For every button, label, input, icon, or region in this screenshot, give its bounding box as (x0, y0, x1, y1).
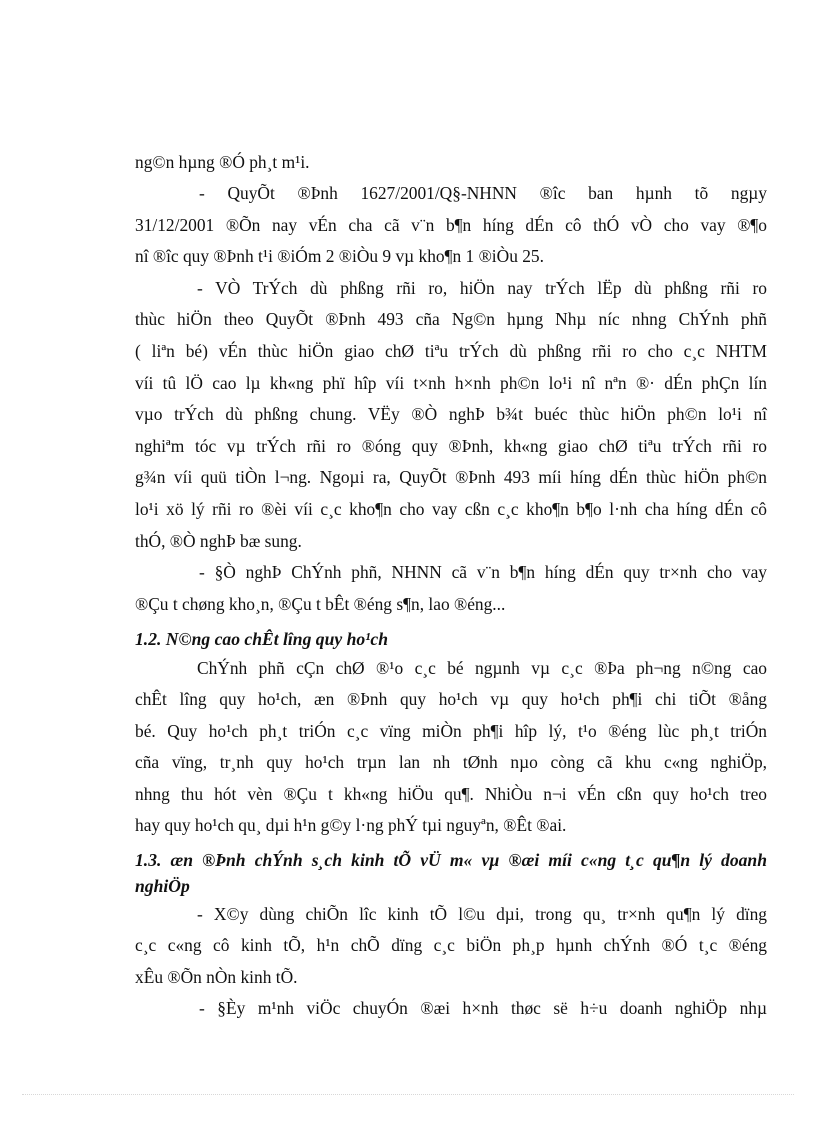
paragraph-line: - §Èy m¹nh viÖc chuyÓn ®æi h×nh thøc së h÷u doanh nghiÖp nhµ (199, 998, 767, 1019)
section-heading: nghiÖp (135, 875, 190, 896)
paragraph-line: ng©n hµng ®Ó ph¸t m¹i. (135, 152, 310, 173)
paragraph-line: xÊu ®Õn nÒn kinh tÕ. (135, 967, 298, 988)
section-heading: 1.2. N©ng cao chÊt lîng quy ho¹ch (135, 628, 389, 649)
paragraph-line: thùc hiÖn theo QuyÕt ®Þnh 493 cña Ng©n hµng Nhµ níc nhng ChÝnh phñ (135, 309, 767, 330)
paragraph-line: g¾n víi quü tiÒn l¬ng. Ngoµi ra, QuyÕt ®Þnh 493 míi híng dÉn thùc hiÖn ph©n (135, 467, 767, 488)
paragraph-line: - §Ò nghÞ ChÝnh phñ, NHNN cã v¨n b¶n híng dÉn quy tr×nh cho vay (199, 562, 767, 583)
paragraph-line: nhng thu hót vèn ®Çu t kh«ng hiÖu qu¶. NhiÒu n¬i vÉn cßn quy ho¹ch treo (135, 784, 767, 805)
paragraph-line: c¸c c«ng cô kinh tÕ, h¹n chÕ dïng c¸c biÖn ph¸p hµnh chÝnh ®Ó t¸c ®éng (135, 935, 767, 956)
paragraph-line: nghiªm tóc vµ trÝch rñi ro ®óng quy ®Þnh, kh«ng giao chØ tiªu trÝch rñi ro (135, 436, 767, 457)
paragraph-line: cña vïng, tr¸nh quy ho¹ch trµn lan nh tØnh nµo còng cã khu c«ng nghiÖp, (135, 752, 767, 773)
paragraph-line: nî ®îc quy ®Þnh t¹i ®iÓm 2 ®iÒu 9 vµ kho¶n 1 ®iÒu 25. (135, 246, 544, 267)
page-bottom-rule (22, 1094, 794, 1095)
paragraph-line: víi tû lÖ cao lµ kh«ng phï hîp víi t×nh h×nh ph©n lo¹i nî nªn ®· dÉn phÇn lín (135, 373, 767, 394)
paragraph-line: vµo trÝch dù phßng chung. VËy ®Ò nghÞ b¾t buéc thùc hiÖn ph©n lo¹i nî (135, 404, 767, 425)
paragraph-line: - VÒ TrÝch dù phßng rñi ro, hiÖn nay trÝch lËp dù phßng rñi ro (197, 278, 767, 299)
section-heading: 1.3. æn ®Þnh chÝnh s¸ch kinh tÕ vÜ m« vµ ®æi míi c«ng t¸c qu¶n lý doanh (135, 849, 767, 870)
paragraph-line: ChÝnh phñ cÇn chØ ®¹o c¸c bé ngµnh vµ c¸c ®Þa ph¬ng n©ng cao (197, 658, 767, 679)
paragraph-line: hay quy ho¹ch qu¸ dµi h¹n g©y l·ng phÝ tµi nguyªn, ®Êt ®ai. (135, 815, 567, 836)
paragraph-line: - X©y dùng chiÕn lîc kinh tÕ l©u dµi, trong qu¸ tr×nh qu¶n lý dïng (197, 904, 767, 925)
paragraph-line: ( liªn bé) vÉn thùc hiÖn giao chØ tiªu trÝch dù phßng rñi ro cho c¸c NHTM (135, 341, 767, 362)
paragraph-line: ®Çu t chøng kho¸n, ®Çu t bÊt ®éng s¶n, lao ®éng... (135, 594, 506, 615)
paragraph-line: 31/12/2001 ®Õn nay vÉn cha cã v¨n b¶n híng dÉn cô thÓ vÒ cho vay ®¶o (135, 215, 767, 236)
paragraph-line: thÓ, ®Ò nghÞ bæ sung. (135, 531, 302, 552)
paragraph-line: bé. Quy ho¹ch ph¸t triÓn c¸c vïng miÒn ph¶i hîp lý, t¹o ®éng lùc ph¸t triÓn (135, 721, 767, 742)
paragraph-line: - QuyÕt ®Þnh 1627/2001/Q§-NHNN ®îc ban hµnh tõ ngµy (199, 183, 767, 204)
paragraph-line: chÊt lîng quy ho¹ch, æn ®Þnh quy ho¹ch vµ quy ho¹ch ph¶i chi tiÕt ®ång (135, 689, 767, 710)
paragraph-line: lo¹i xö lý rñi ro ®èi víi c¸c kho¶n cho vay cßn c¸c kho¶n b¶o l·nh cha híng dÉn cô (135, 499, 767, 520)
